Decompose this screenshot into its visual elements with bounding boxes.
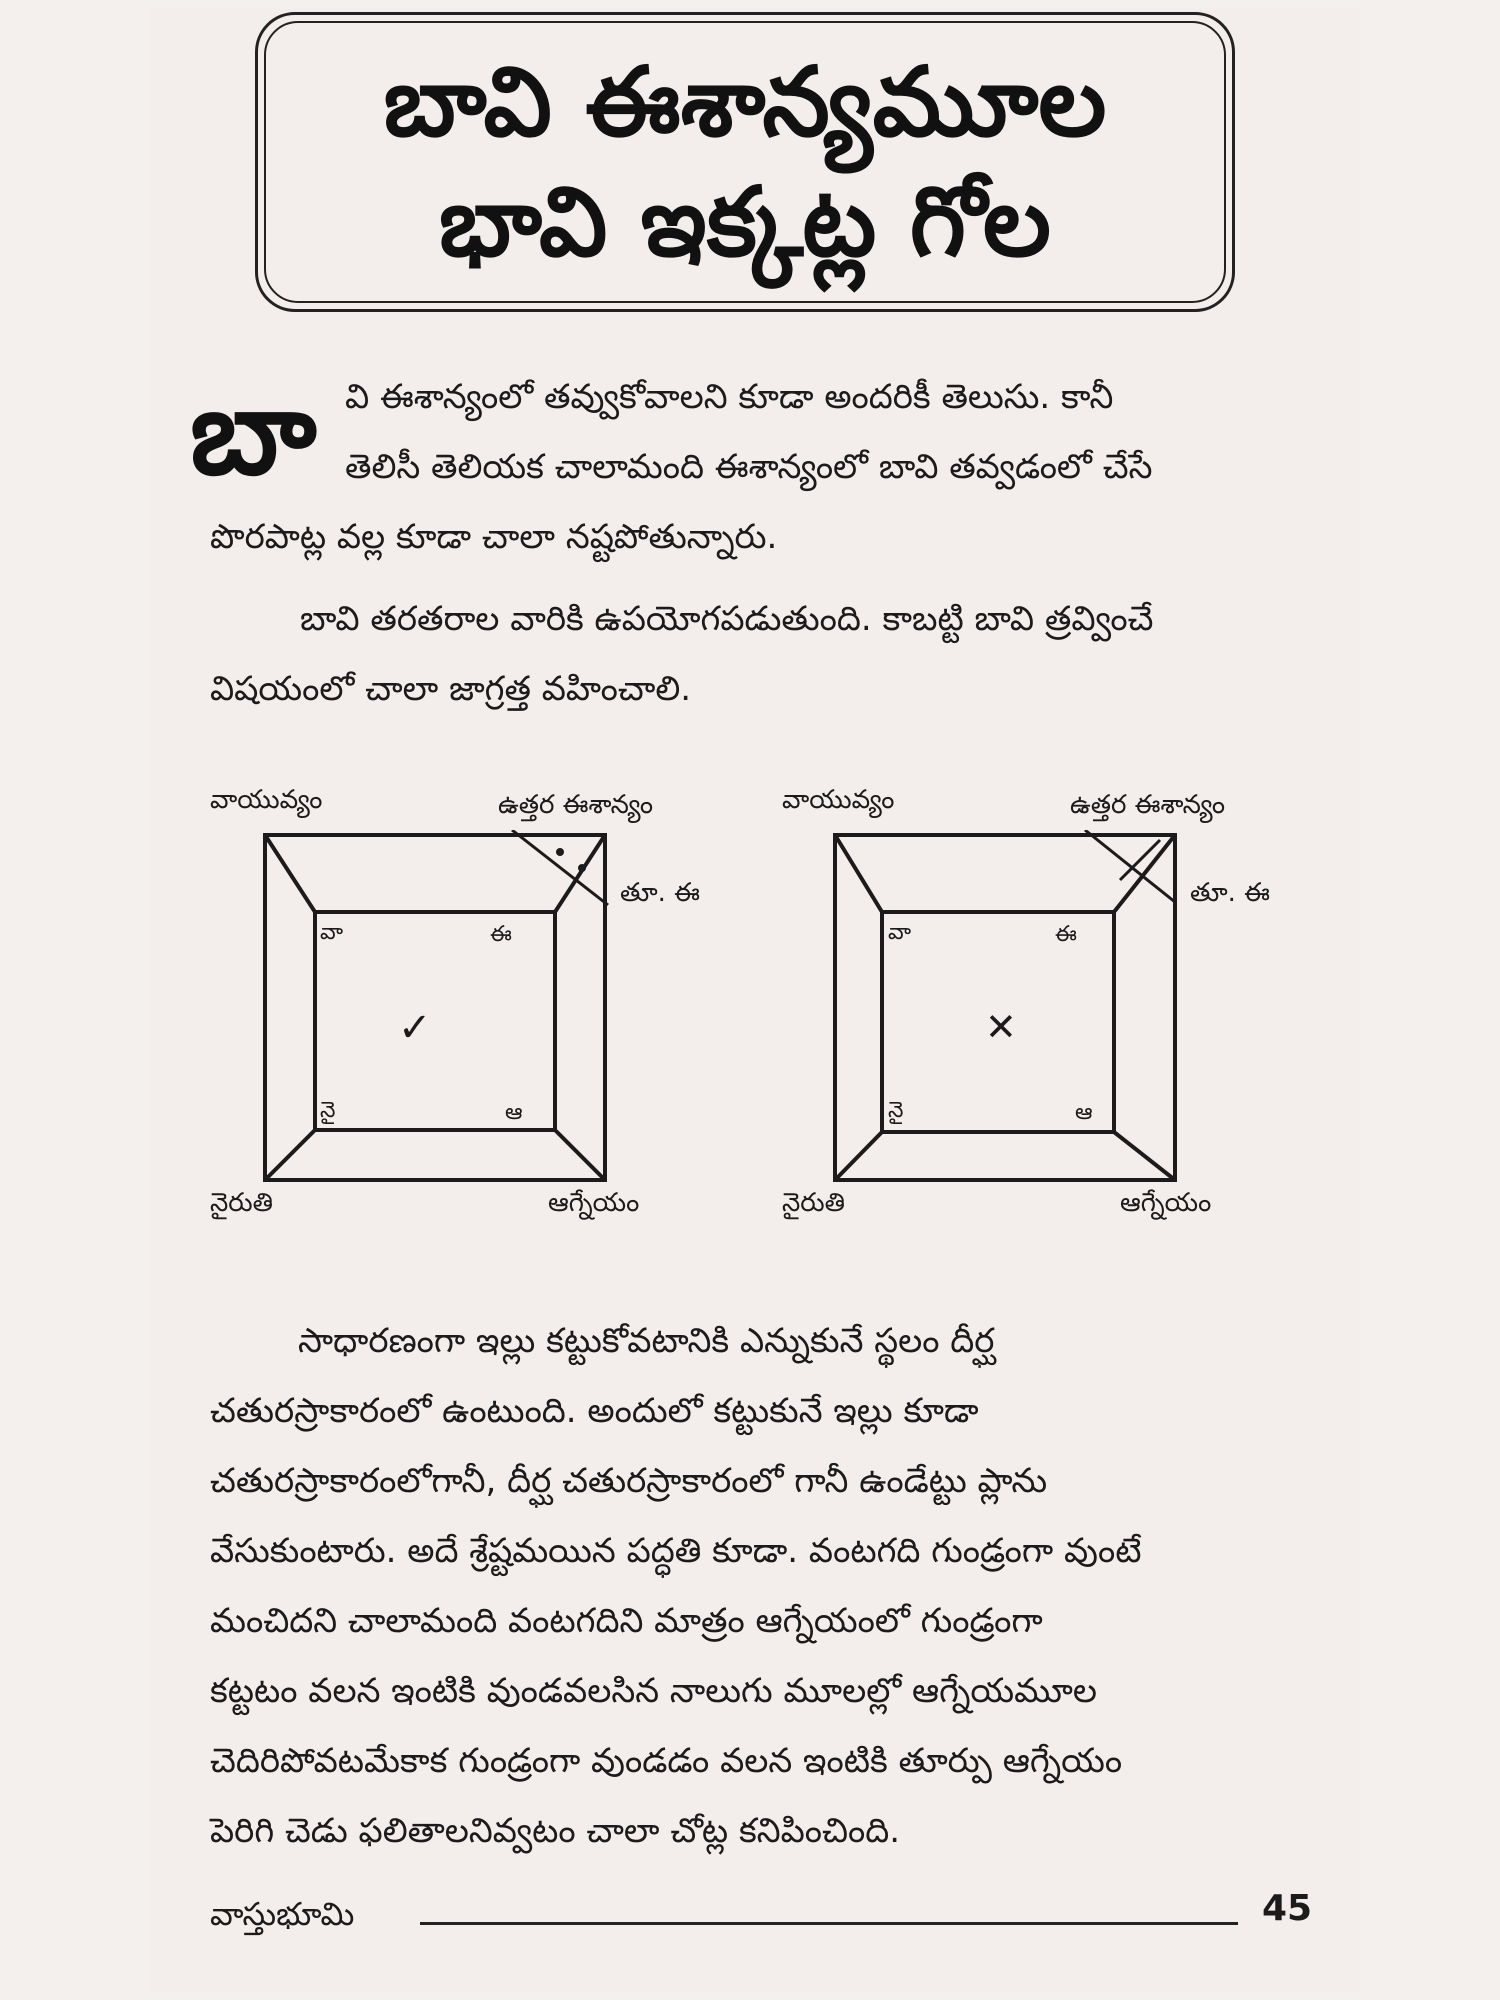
diagram-1-square <box>260 830 620 1190</box>
label-agneyam: ఆగ్నేయం <box>1120 1188 1212 1218</box>
title-inner-frame <box>264 21 1226 303</box>
label-nairuthi: నైరుతి <box>782 1188 845 1218</box>
para3-line-1: సాధారణంగా ఇల్లు కట్టుకోవటానికి ఎన్నుకునే స్థలం దీర్ఘ <box>298 1321 995 1361</box>
label-vayuvyam: వాయువ్యం <box>210 785 323 815</box>
cross-mark-icon: ✕ <box>985 1005 1017 1049</box>
page-number: 45 <box>1262 1888 1313 1929</box>
label-uttara-eeshanyam: ఉత్తర ఈశాన్యం <box>1070 790 1226 820</box>
title-line-2: భావి ఇక్కట్ల గోల <box>439 166 1051 278</box>
para3-line-8: పెరిగి చెడు ఫలితాలనివ్వటం చాలా చోట్ల కనిపించింది. <box>210 1811 901 1851</box>
para3-line-7: చెదిరిపోవటమేకాక గుండ్రంగా వుండడం వలన ఇంటికి తూర్పు ఆగ్నేయం <box>210 1741 1123 1781</box>
inner-label-aa: ఆ <box>1075 1100 1093 1125</box>
inner-label-va: వా <box>888 920 912 945</box>
label-nairuthi: నైరుతి <box>210 1188 273 1218</box>
label-vayuvyam: వాయువ్యం <box>782 785 895 815</box>
inner-label-nai: నై <box>888 1098 904 1123</box>
intro-line-2: తెలిసీ తెలియక చాలామంది ఈశాన్యంలో బావి తవ్వడంలో చేసే <box>345 447 1153 487</box>
title-line-1: బావి ఈశాన్యమూల <box>383 46 1107 158</box>
inner-label-aa: ఆ <box>505 1100 523 1125</box>
inner-label-ee: ఈ <box>490 922 512 947</box>
para2-line-1: బావి తరతరాల వారికి ఉపయోగపడుతుంది. కాబట్టి బావి త్రవ్వించే <box>300 599 1154 639</box>
label-uttara-eeshanyam: ఉత్తర ఈశాన్యం <box>498 790 654 820</box>
label-agneyam: ఆగ్నేయం <box>548 1188 640 1218</box>
intro-line-1: వి ఈశాన్యంలో తవ్వుకోవాలని కూడా అందరికీ తెలుసు. కానీ <box>345 377 1114 417</box>
label-too-ee: తూ. ఈ <box>1190 878 1270 908</box>
footer-rule <box>420 1922 1238 1925</box>
intro-line-3: పొరపాట్ల వల్ల కూడా చాలా నష్టపోతున్నారు. <box>210 517 778 557</box>
inner-label-nai: నై <box>320 1098 336 1123</box>
para3-line-4: వేసుకుంటారు. అదే శ్రేష్టమయిన పద్ధతి కూడా. వంటగది గుండ్రంగా వుంటే <box>210 1531 1142 1571</box>
para3-line-6: కట్టటం వలన ఇంటికి వుండవలసిన నాలుగు మూలల్లో ఆగ్నేయమూల <box>210 1671 1097 1711</box>
para3-line-5: మంచిదని చాలామంది వంటగదిని మాత్రం ఆగ్నేయంలో గుండ్రంగా <box>210 1601 1043 1641</box>
para3-line-3: చతురస్రాకారంలోగానీ, దీర్ఘ చతురస్రాకారంలో గానీ ఉండేట్టు ప్లాను <box>210 1461 1048 1501</box>
check-mark-icon: ✓ <box>398 1005 432 1051</box>
inner-label-ee: ఈ <box>1055 922 1077 947</box>
label-too-ee: తూ. ఈ <box>620 878 700 908</box>
title-box <box>255 12 1235 312</box>
drop-cap: బా <box>190 363 317 501</box>
inner-label-va: వా <box>320 920 344 945</box>
footer-book-title: వాస్తుభూమి <box>210 1895 355 1933</box>
para3-line-2: చతురస్రాకారంలో ఉంటుంది. అందులో కట్టుకునే ఇల్లు కూడా <box>210 1391 979 1431</box>
para2-line-2: విషయంలో చాలా జాగ్రత్త వహించాలి. <box>210 669 692 709</box>
